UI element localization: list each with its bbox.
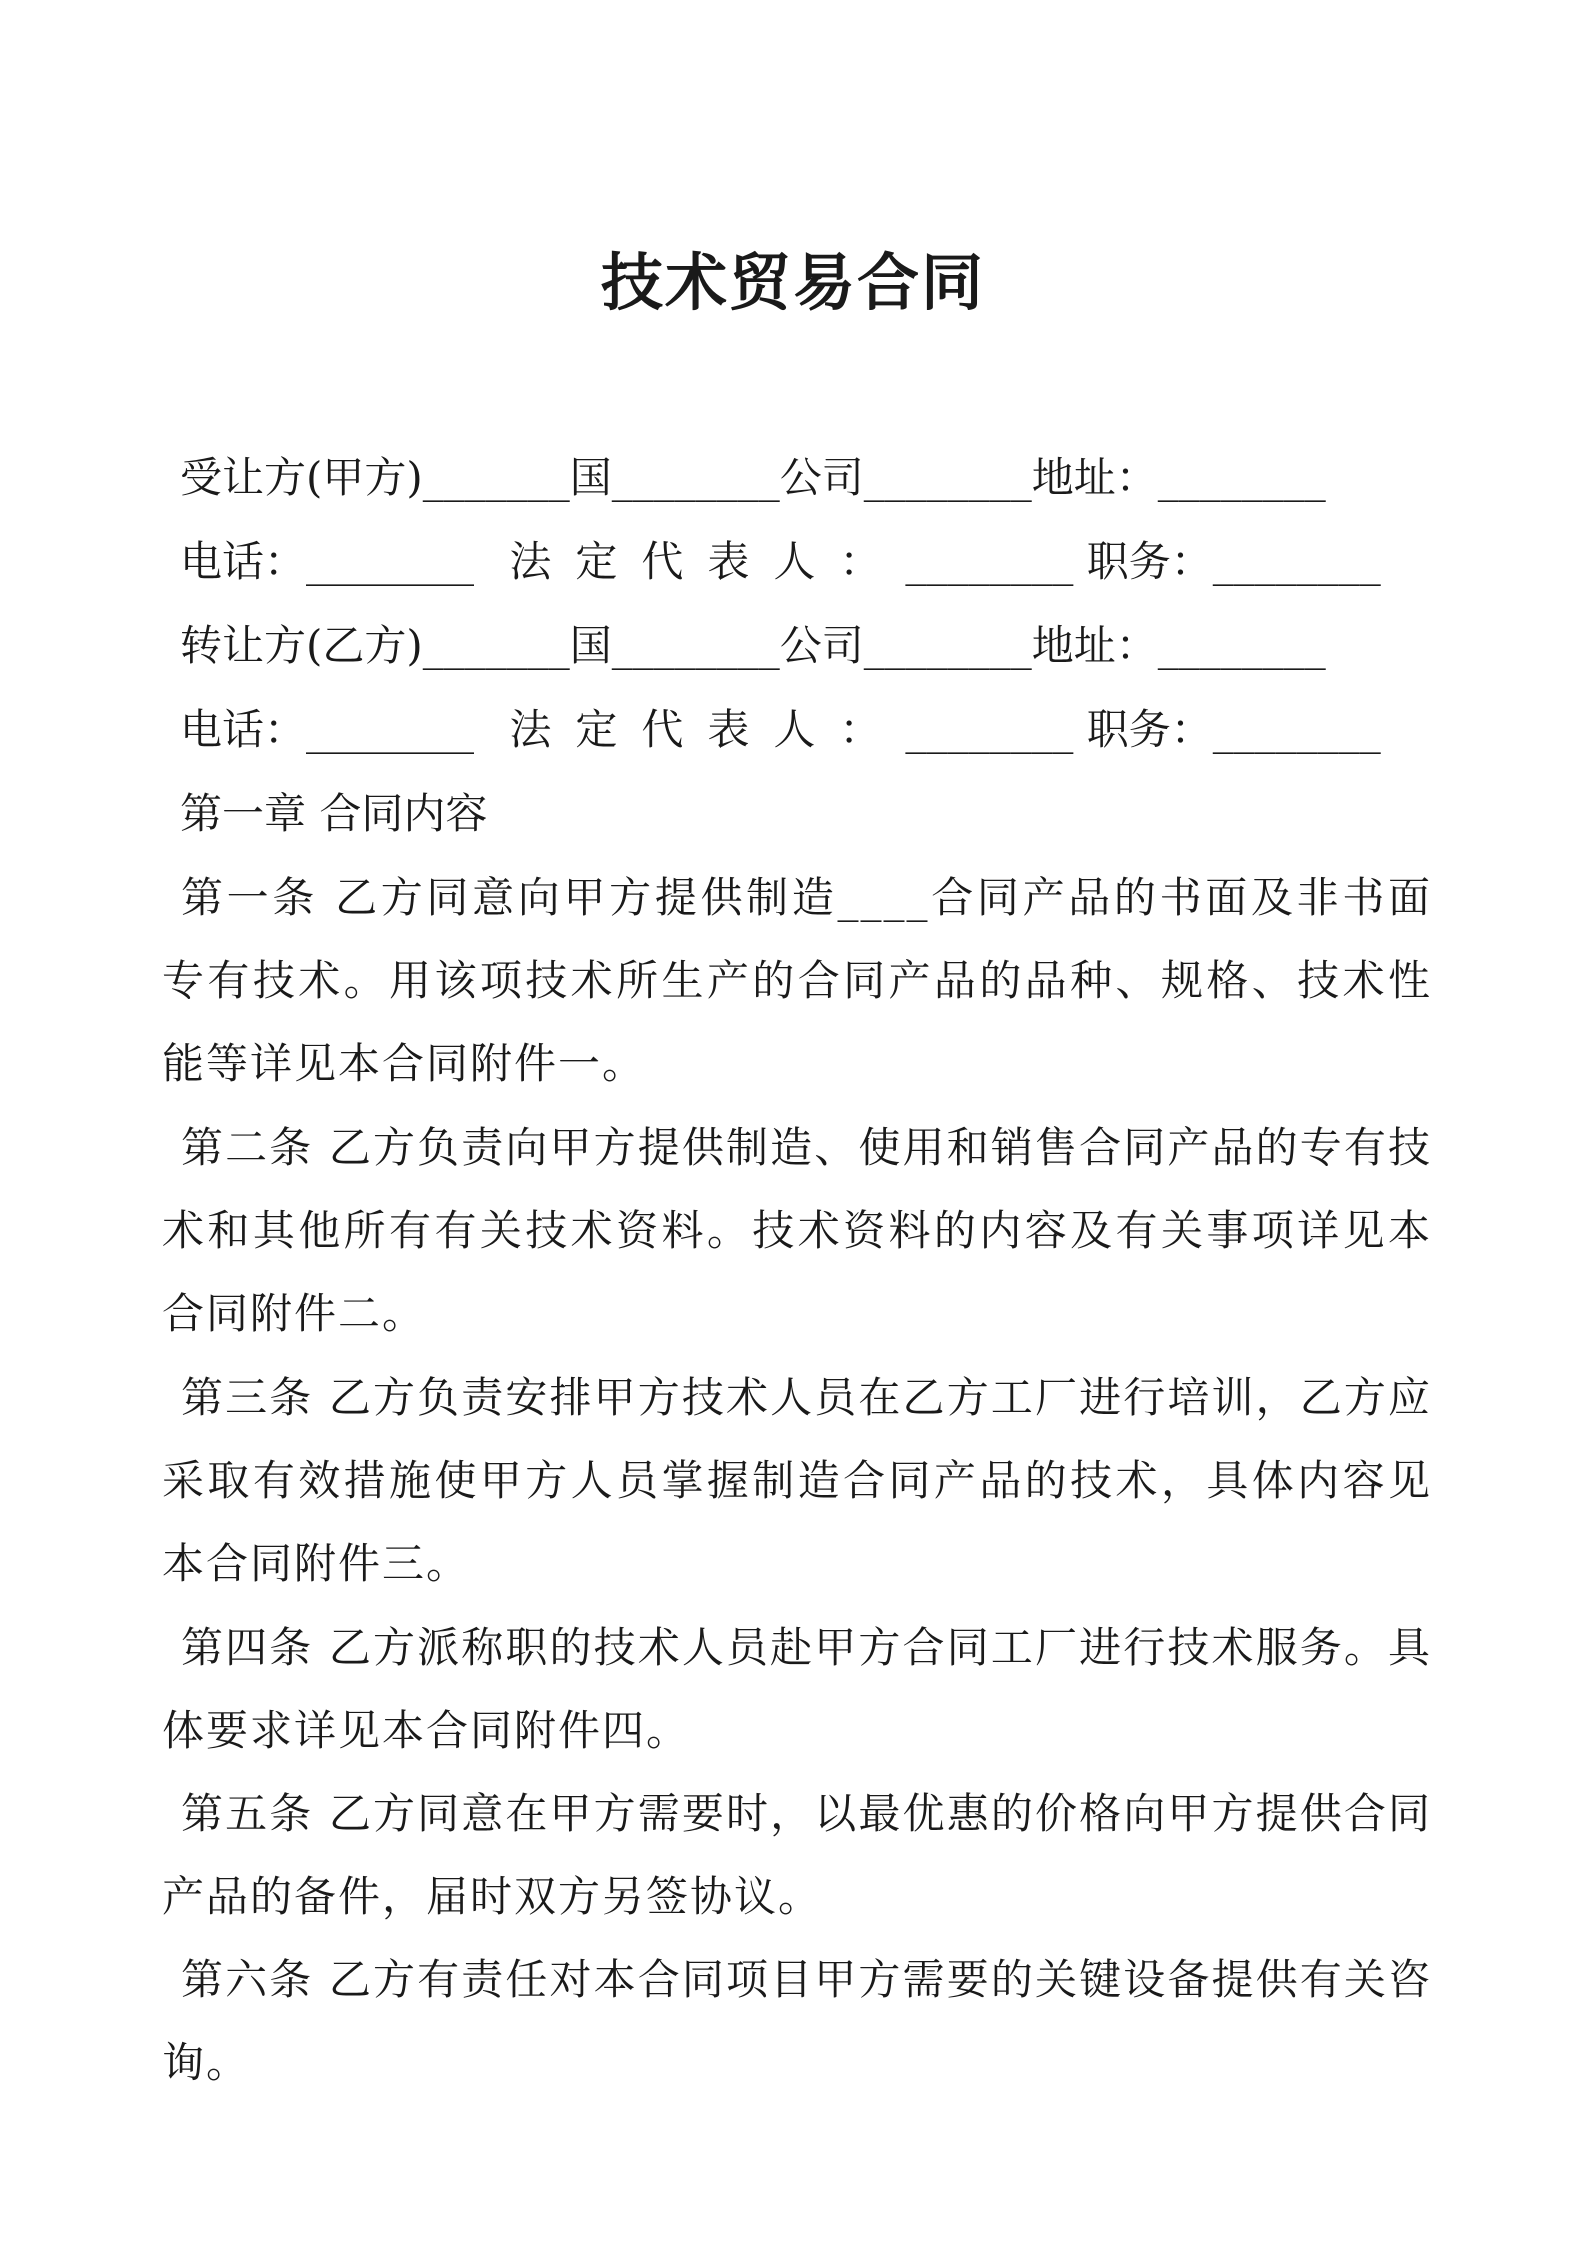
party-b-phone: 电话：________: [180, 705, 475, 754]
party-a-line-2: [180, 532, 1381, 592]
article-2: 第二条 乙方负责向甲方提供制造、使用和销售合同产品的专有技术和其他所有有关技术资料。技术资料的内容及有关事项详见本合同附件二。: [162, 1123, 1432, 1338]
article-5: 第五条 乙方同意在甲方需要时，以最优惠的价格向甲方提供合同产品的备件，届时双方另签协议。: [162, 1789, 1432, 1921]
party-b-line-2: [180, 700, 1381, 760]
document-title: 技术贸易合同: [600, 246, 985, 319]
party-a-title-field: ________ 职务：________: [905, 537, 1381, 586]
article-3: 第三条 乙方负责安排甲方技术人员在乙方工厂进行培训，乙方应采取有效措施使甲方人员掌握制造合同产品的技术，具体内容见本合同附件三。: [162, 1373, 1432, 1588]
article-6: 第六条 乙方有责任对本合同项目甲方需要的关键设备提供有关咨询。: [162, 1955, 1432, 2087]
party-b-line-1: 转让方(乙方)_______国________公司________地址：________: [180, 621, 1326, 670]
party-a-representative-label: 法定代表人：: [509, 537, 906, 586]
party-b-representative-label: 法定代表人：: [509, 705, 906, 754]
party-a-line-1: 受让方(甲方)_______国________公司________地址：________: [180, 453, 1326, 502]
party-b-title-field: ________ 职务：________: [905, 705, 1381, 754]
article-4: 第四条 乙方派称职的技术人员赴甲方合同工厂进行技术服务。具体要求详见本合同附件四。: [162, 1623, 1432, 1755]
article-1: 第一条 乙方同意向甲方提供制造____合同产品的书面及非书面专有技术。用该项技术所生产的合同产品的品种、规格、技术性能等详见本合同附件一。: [162, 873, 1432, 1088]
party-a-phone: 电话：________: [180, 537, 475, 586]
chapter-1-heading: 第一章 合同内容: [180, 789, 488, 838]
